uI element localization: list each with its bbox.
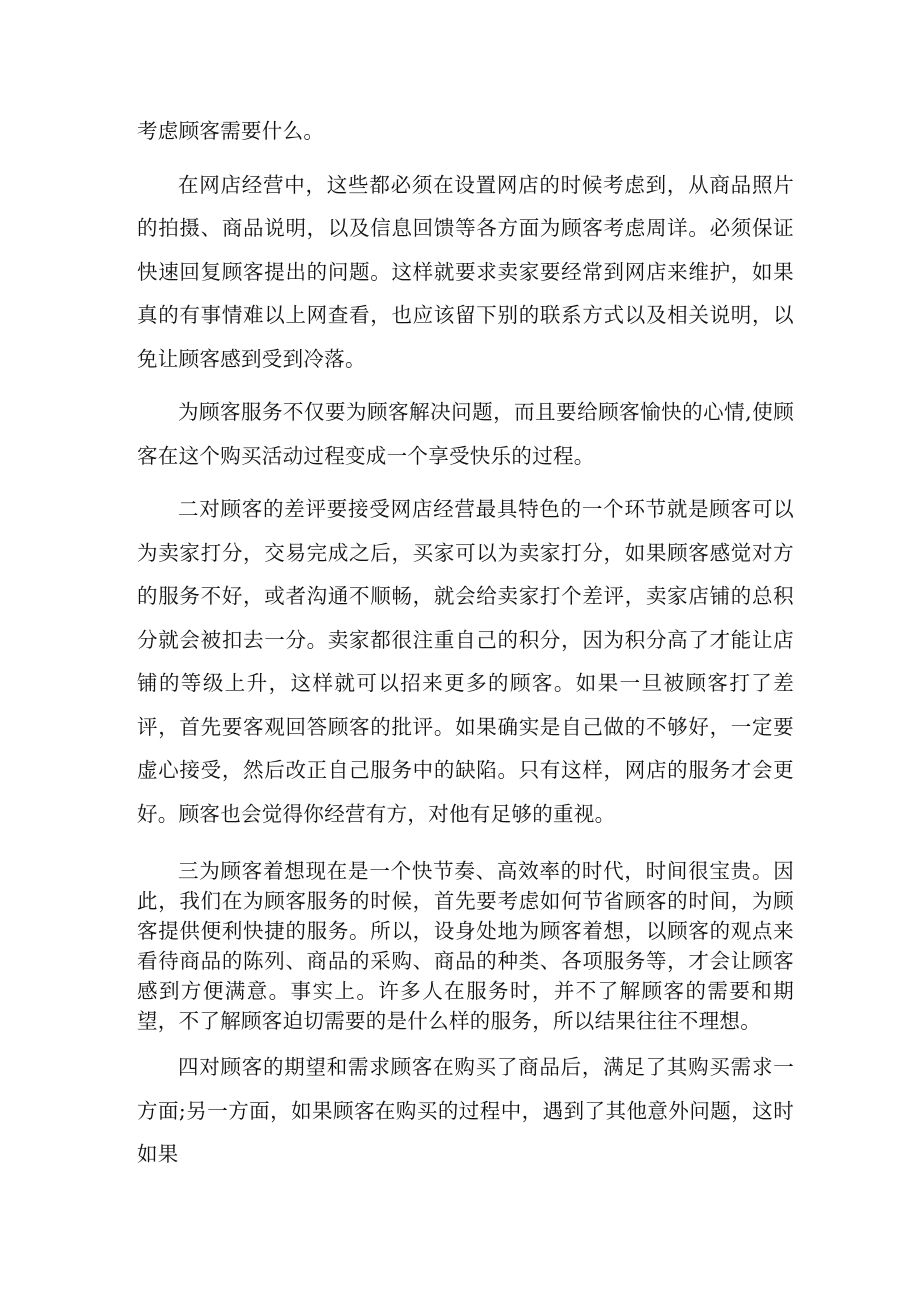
paragraph-4: 二对顾客的差评要接受网店经营最具特色的一个环节就是顾客可以为卖家打分，交易完成之后，买家可以为卖家打分，如果顾客感觉对方的服务不好，或者沟通不顺畅，就会给卖家打个差评，卖家店铺的总积分就会被扣去一分。卖家都很注重自己的积分，因为积分高了才能让店铺的等级上升，这样就可以招来更多的顾客。如果一旦被顾客打了差评，首先要客观回答顾客的批评。如果确实是自己做的不够好，一定要虚心接受，然后改正自己服务中的缺陷。只有这样，网店的服务才会更好。顾客也会觉得你经营有方，对他有足够的重视。 — [137, 497, 794, 826]
paragraph-gap — [137, 154, 794, 164]
document-body — [137, 110, 794, 1177]
paragraph-gap — [137, 478, 794, 488]
paragraph-1: 考虑顾客需要什么。 — [137, 119, 325, 143]
paragraph-gap — [137, 381, 794, 391]
paragraph-gap — [137, 1036, 794, 1046]
paragraph-2: 在网店经营中，这些都必须在设置网店的时候考虑到，从商品照片的拍摄、商品说明，以及信息回馈等各方面为顾客考虑周详。必须保证快速回复顾客提出的问题。这样就要求卖家要经常到网店来维护，如果真的有事情难以上网查看，也应该留下别的联系方式以及相关说明，以免让顾客感到受到冷落。 — [137, 172, 794, 371]
paragraph-5: 三为顾客着想现在是一个快节奏、高效率的时代，时间很宝贵。因此，我们在为顾客服务的时候，首先要考虑如何节省顾客的时间，为顾客提供便利快捷的服务。所以，设身处地为顾客着想，以顾客的观点来看待商品的陈列、商品的采购、商品的种类、各项服务等，才会让顾客感到方便满意。事实上。许多人在服务时，并不了解顾客的需要和期望，不了解顾客迫切需要的是什么样的服务，所以结果往往不理想。 — [137, 859, 794, 1033]
paragraph-3: 为顾客服务不仅要为顾客解决问题，而且要给顾客愉快的心情,使顾客在这个购买活动过程变成一个享受快乐的过程。 — [137, 400, 794, 468]
paragraph-6: 四对顾客的期望和需求顾客在购买了商品后，满足了其购买需求一方面;另一方面，如果顾客在购买的过程中，遇到了其他意外问题，这时如果 — [137, 1055, 794, 1166]
